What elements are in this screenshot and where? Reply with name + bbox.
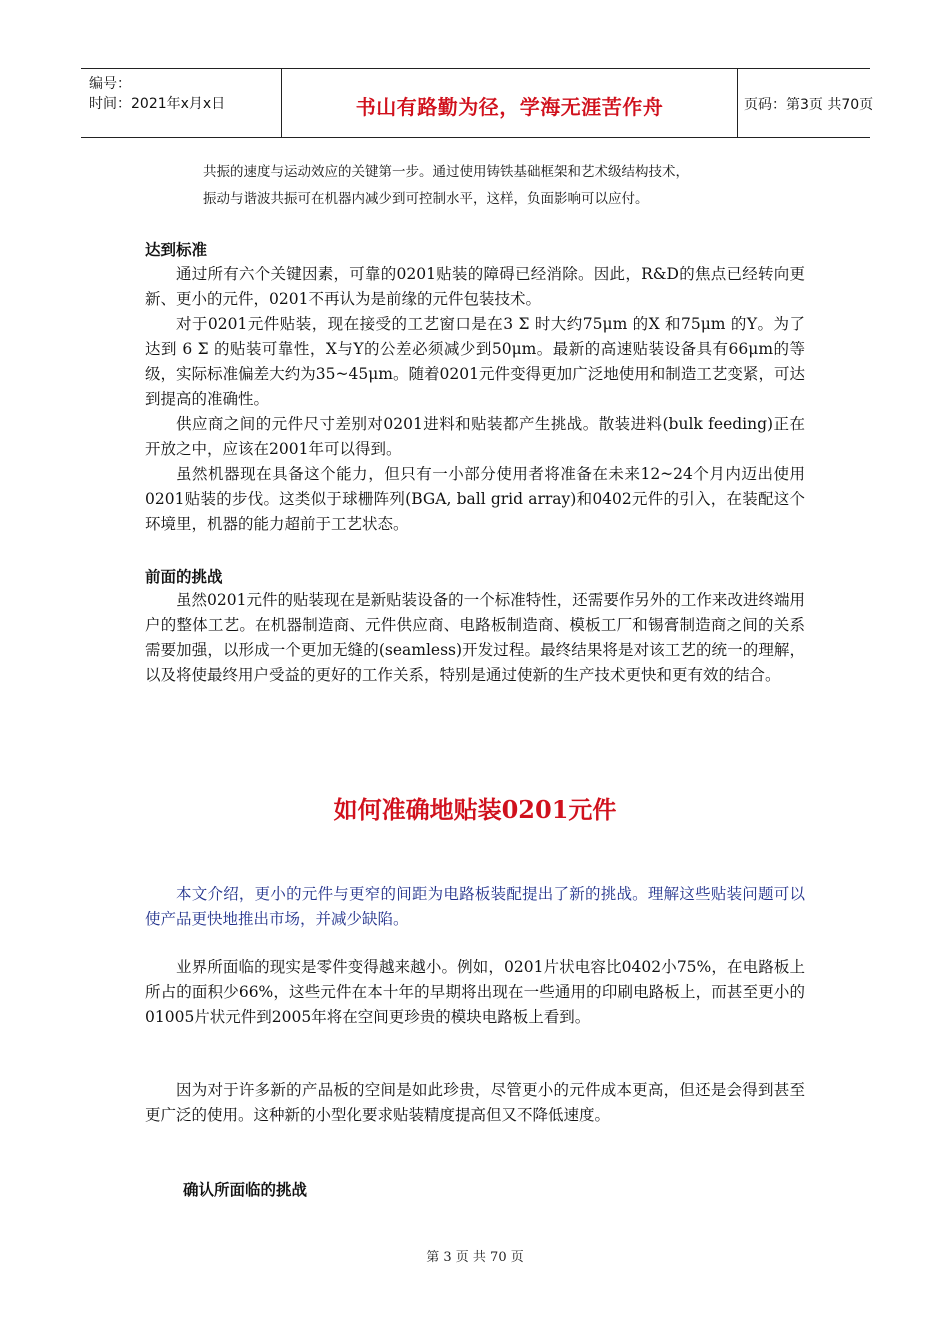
article-abstract: 本文介绍，更小的元件与更窄的间距为电路板装配提出了新的挑战。理解这些贴装问题可以使产品更快地推出市场，并减少缺陷。: [145, 885, 805, 928]
header-motto: 书山有路勤为径，学海无涯苦作舟: [355, 95, 664, 119]
subheading-challenges: 确认所面临的挑战: [183, 1181, 308, 1199]
page-footer: 第 3 页 共 70 页: [426, 1250, 524, 1265]
section-heading-challenges: 前面的挑战: [145, 568, 223, 586]
number-label: 编号：: [89, 76, 131, 92]
paragraph: 虽然0201元件的贴装现在是新贴装设备的一个标准特性，还需要作另外的工作来改进终端用户的整体工艺。在机器制造商、元件供应商、电路板制造商、模板工厂和锡膏制造商之间的关系需要加强，以形成一个更加无缝的(seamless)开发过程。最终结果将是对该工艺的统一的理解，以及将使最终用户受益的更好的工作关系，特别是通过使新的生产技术更快和更有效的结合。: [145, 591, 805, 684]
paragraph: 对于0201元件贴装，现在接受的工艺窗口是在3 Σ 时大约75μm 的X 和75μm 的Y。为了达到 6 Σ 的贴装可靠性，X与Y的公差必须减少到50μm。最新的高速贴装设备具有66μm的等级，实际标准偏差大约为35~45μm。随着0201元件变得更加广泛地使用和制造工艺变紧，可达到提高的准确性。: [145, 315, 805, 408]
paragraph: 通过所有六个关键因素，可靠的0201贴装的障碍已经消除。因此，R&D的焦点已经转向更新、更小的元件，0201不再认为是前缘的元件包装技术。: [145, 265, 805, 308]
document-header: [81, 68, 874, 138]
section-heading-standard: 达到标准: [145, 241, 208, 259]
paragraph: 供应商之间的元件尺寸差别对0201进料和贴装都产生挑战。散装进料(bulk feeding)正在开放之中，应该在2001年可以得到。: [145, 415, 805, 458]
paragraph: 虽然机器现在具备这个能力，但只有一小部分使用者将准备在未来12~24个月内迈出使用0201贴装的步伐。这类似于球栅阵列(BGA, ball grid array)和0402元件的引入，在装配这个环境里，机器的能力超前于工艺状态。: [145, 465, 805, 533]
paragraph: 因为对于许多新的产品板的空间是如此珍贵，尽管更小的元件成本更高，但还是会得到甚至更广泛的使用。这种新的小型化要求贴装精度提高但又不降低速度。: [145, 1081, 805, 1124]
intro-line-2: 振动与谐波共振可在机器内减少到可控制水平，这样，负面影响可以应付。: [203, 191, 649, 207]
time-label: 时间：2021年x月x日: [89, 96, 226, 112]
header-page-cell: [736, 69, 874, 137]
header-page-info: 页码：第3页 共70页: [744, 97, 874, 113]
paragraph: 业界所面临的现实是零件变得越来越小。例如，0201片状电容比0402小75%，在电路板上所占的面积少66%，这些元件在本十年的早期将出现在一些通用的印刷电路板上，而甚至更小的01005片状元件到2005年将在空间更珍贵的模块电路板上看到。: [145, 958, 805, 1026]
intro-line-1: 共振的速度与运动效应的关键第一步。通过使用铸铁基础框架和艺术级结构技术，: [203, 164, 689, 180]
article-title: 如何准确地贴装0201元件: [333, 795, 617, 824]
header-left-cell: [81, 69, 281, 137]
header-motto-cell: [281, 69, 738, 137]
